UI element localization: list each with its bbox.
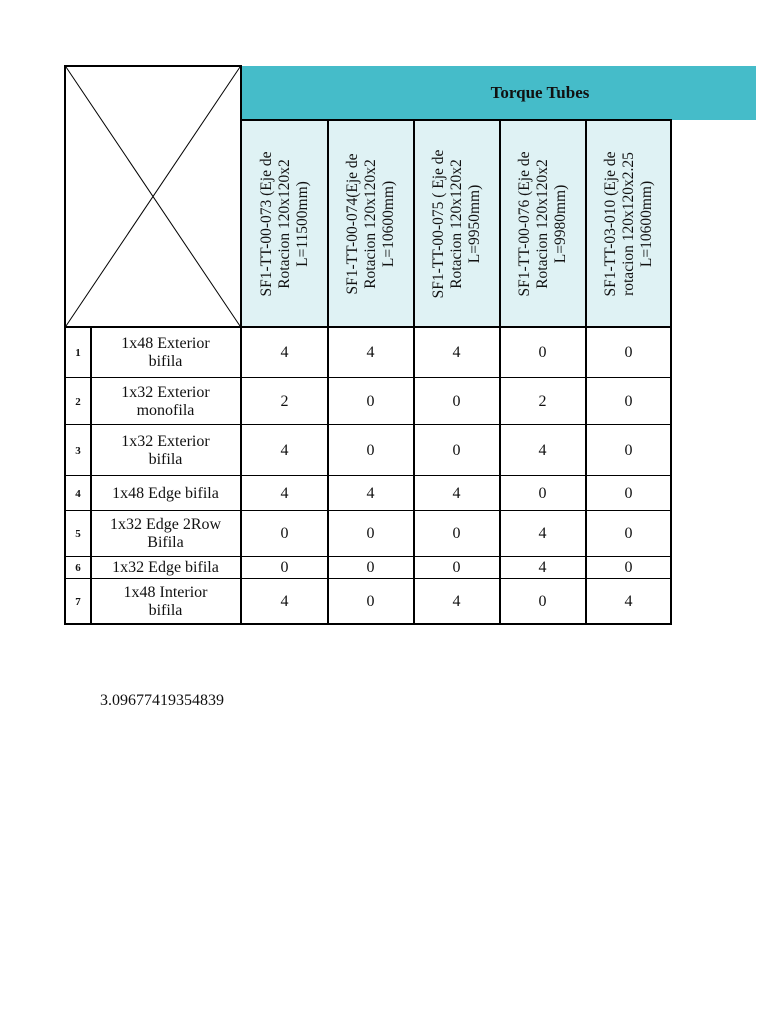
table-cell: 4: [452, 343, 461, 361]
table-cell: 4: [624, 592, 633, 610]
grid-line: [64, 623, 671, 625]
table-cell: 0: [452, 559, 461, 576]
table-cell: 2: [280, 392, 289, 410]
grid-line: [64, 326, 671, 328]
table-cell: 4: [538, 441, 547, 459]
table-cell: 0: [280, 559, 289, 576]
table-cell: 4: [538, 525, 547, 542]
table-cell: 4: [280, 441, 289, 459]
grid-line: [64, 556, 671, 557]
row-number: 2: [75, 395, 81, 408]
row-label: 1x48 Interior bifila: [123, 583, 208, 619]
corner-cross: [65, 66, 241, 327]
column-header-3: [414, 121, 499, 326]
table-cell: 0: [452, 441, 461, 459]
table-cell: 4: [280, 484, 289, 502]
table-cell: 0: [624, 343, 633, 361]
table-cell: 0: [452, 525, 461, 542]
table-cell: 0: [366, 392, 375, 410]
column-header-5: [586, 121, 671, 326]
grid-line: [327, 119, 329, 625]
column-header-3-text: SF1-TT-00-075 ( Eje de Rotacion 120x120x2 L=9950mm): [429, 149, 483, 298]
table-cell: 0: [538, 343, 547, 361]
column-header-4: [500, 121, 585, 326]
grid-line: [64, 377, 671, 378]
row-number: 5: [75, 528, 81, 540]
table-cell: 0: [366, 525, 375, 542]
table-cell: 2: [538, 392, 547, 410]
table-cell: 0: [366, 441, 375, 459]
result-value: 3.09677419354839: [100, 692, 224, 709]
table-cell: 0: [280, 525, 289, 542]
table-cell: 0: [624, 525, 633, 542]
grid-line: [64, 424, 671, 425]
grid-line: [64, 65, 66, 625]
row-label: 1x32 Exterior bifila: [121, 432, 210, 468]
table-cell: 0: [538, 484, 547, 502]
column-header-1: [242, 121, 327, 326]
table-cell: 0: [366, 592, 375, 610]
column-header-2: [328, 121, 413, 326]
column-header-1-text: SF1-TT-00-073 (Eje de Rotacion 120x120x2 L=11500mm): [257, 151, 311, 296]
row-label: 1x32 Edge 2Row Bifila: [109, 516, 222, 551]
grid-line: [585, 119, 587, 625]
table-cell: 0: [624, 441, 633, 459]
grid-line: [240, 65, 242, 625]
table-cell: 4: [280, 343, 289, 361]
table-cell: 4: [366, 343, 375, 361]
table-cell: 4: [538, 559, 547, 576]
table-cell: 4: [452, 484, 461, 502]
table-cell: 4: [366, 484, 375, 502]
row-number: 6: [75, 562, 81, 574]
table-cell: 4: [452, 592, 461, 610]
grid-line: [64, 65, 242, 67]
grid-line: [240, 119, 671, 121]
column-header-5-text: SF1-TT-03-010 (Eje de rotacion 120x120x2.25 L=10600mm): [601, 151, 655, 296]
table-cell: 0: [624, 559, 633, 576]
row-label: 1x32 Exterior monofila: [121, 383, 210, 419]
table-title: Torque Tubes: [490, 83, 590, 102]
row-label: 1x48 Edge bifila: [112, 484, 219, 502]
row-number: 4: [75, 487, 81, 500]
grid-line: [670, 119, 672, 625]
row-number: 3: [75, 444, 81, 457]
column-header-2-text: SF1-TT-00-074(Eje de Rotacion 120x120x2 L=10600mm): [343, 152, 397, 295]
table-cell: 0: [624, 392, 633, 410]
table-cell: 0: [366, 559, 375, 576]
row-label: 1x48 Exterior bifila: [121, 334, 210, 370]
row-number: 7: [75, 595, 81, 608]
grid-line: [64, 475, 671, 476]
grid-line: [64, 578, 671, 579]
table-cell: 0: [624, 484, 633, 502]
grid-line: [64, 510, 671, 511]
grid-line: [413, 119, 415, 625]
column-header-4-text: SF1-TT-00-076 (Eje de Rotacion 120x120x2 L=9980mm): [515, 151, 569, 296]
table-cell: 4: [280, 592, 289, 610]
grid-line: [499, 119, 501, 625]
row-label: 1x32 Edge bifila: [112, 559, 219, 576]
table-cell: 0: [538, 592, 547, 610]
row-number: 1: [75, 346, 81, 359]
table-cell: 0: [452, 392, 461, 410]
